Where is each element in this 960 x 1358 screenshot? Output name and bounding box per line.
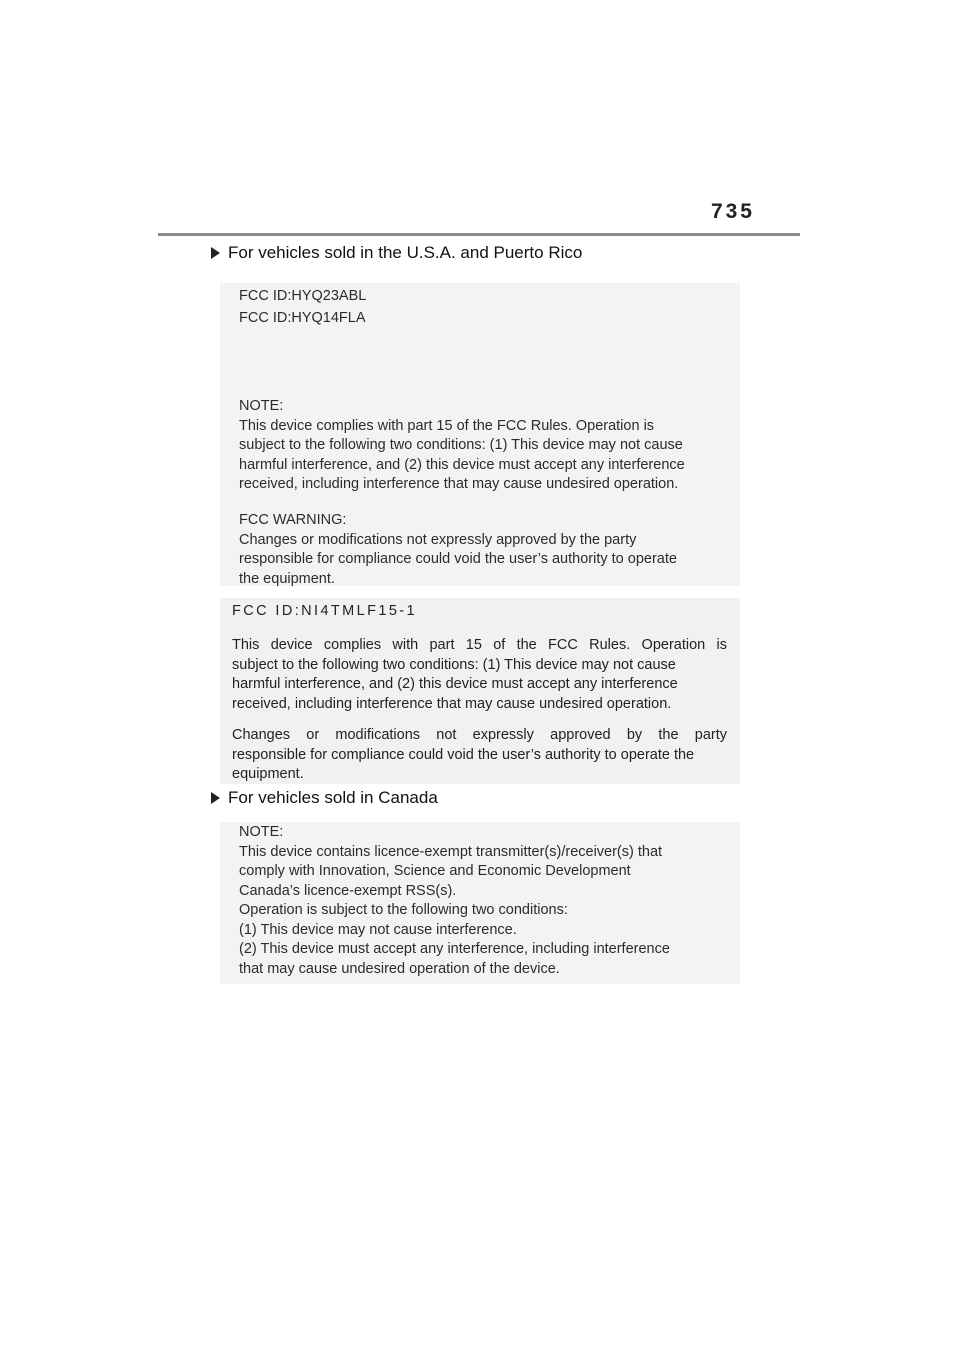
section-heading-usa-text: For vehicles sold in the U.S.A. and Puerto Rico <box>228 243 583 262</box>
warning-line: the equipment. <box>239 570 335 586</box>
warning-line: responsible for compliance could void the user’s authority to operate <box>239 551 677 567</box>
section-heading-canada-text: For vehicles sold in Canada <box>228 788 438 807</box>
note-line: harmful interference, and (2) this device must accept any interference <box>239 456 685 473</box>
compliance-line: received, including interference that may cause undesired operation. <box>232 695 672 712</box>
fcc-id-line: FCC ID:HYQ14FLA <box>239 309 366 326</box>
ised-label-image <box>220 822 740 984</box>
section-heading-usa <box>211 243 582 263</box>
note-line: comply with Innovation, Science and Economic Development <box>239 863 631 879</box>
note-line: subject to the following two conditions: (1) This device may not cause <box>239 437 683 453</box>
modification-line: Changes or modifications not expressly approved by the party <box>232 727 727 743</box>
note-line: This device complies with part 15 of the FCC Rules. Operation is <box>239 417 655 434</box>
compliance-line: subject to the following two conditions: (1) This device may not cause <box>232 656 676 673</box>
modification-line: equipment. <box>232 766 304 782</box>
note-line: (2) This device must accept any interference, including interference <box>239 941 670 957</box>
fcc-id-line: FCC ID:NI4TMLF15-1 <box>232 603 417 619</box>
triangle-bullet-icon <box>211 247 220 259</box>
fcc-id-line: FCC ID:HYQ23ABL <box>239 288 367 304</box>
compliance-line: harmful interference, and (2) this device must accept any interference <box>232 676 678 692</box>
section-heading-canada <box>211 788 438 808</box>
fcc-label-image-1 <box>220 283 740 586</box>
header-rule <box>158 233 800 236</box>
note-line: Operation is subject to the following two conditions: <box>239 902 568 918</box>
note-line: (1) This device may not cause interference. <box>239 921 517 938</box>
note-line: Canada’s licence-exempt RSS(s). <box>239 882 457 899</box>
note-title: NOTE: <box>239 398 284 414</box>
compliance-line: This device complies with part 15 of the FCC Rules. Operation is <box>232 637 727 653</box>
note-line: received, including interference that may cause undesired operation. <box>239 476 679 492</box>
modification-line: responsible for compliance could void the user’s authority to operate the <box>232 746 695 763</box>
note-title: NOTE: <box>239 824 284 840</box>
fcc-label-image-2 <box>220 598 740 784</box>
note-line: This device contains licence-exempt transmitter(s)/receiver(s) that <box>239 843 663 860</box>
warning-title: FCC WARNING: <box>239 512 347 528</box>
warning-line: Changes or modifications not expressly approved by the party <box>239 531 637 548</box>
triangle-bullet-icon <box>211 792 220 804</box>
page-number: 735 <box>710 200 755 223</box>
note-line: that may cause undesired operation of the device. <box>239 960 560 977</box>
